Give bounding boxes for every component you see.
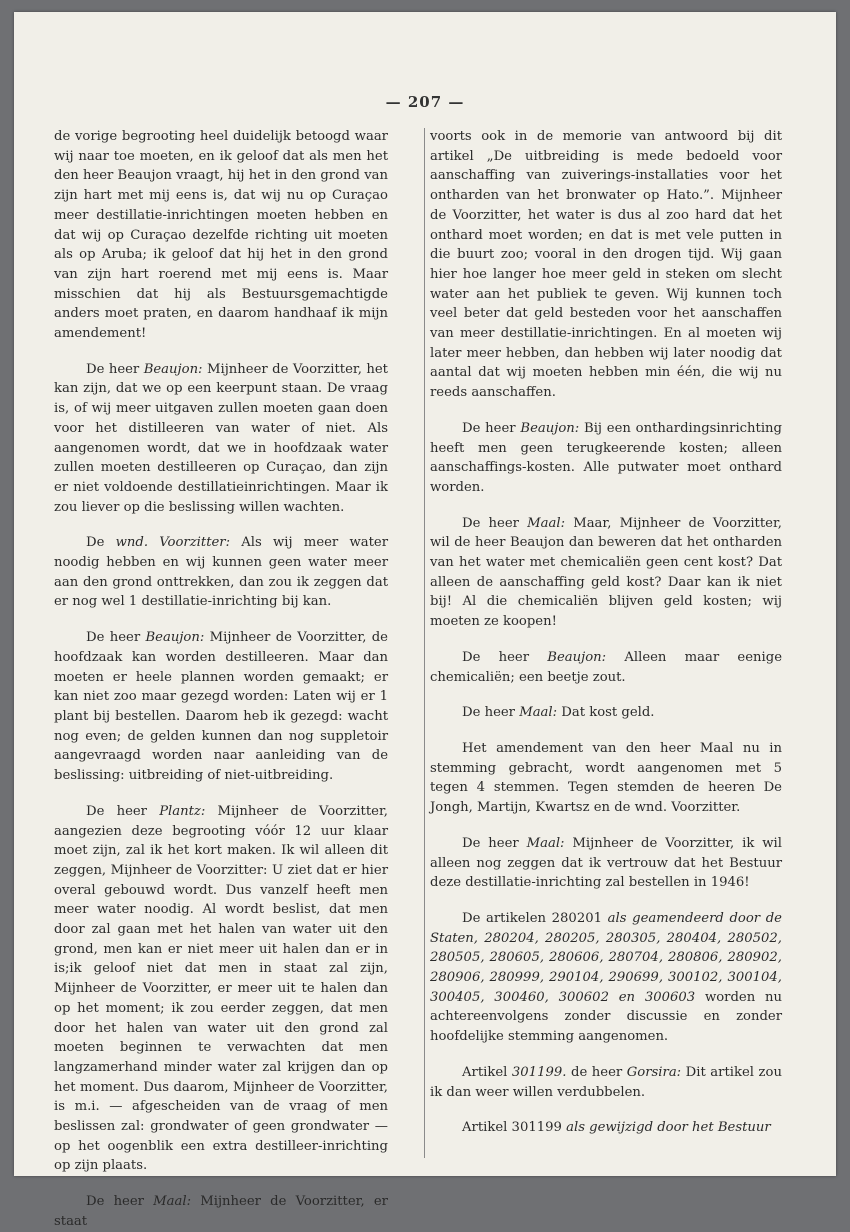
speech-text: Dit artikel zou ik dan weer willen verdubbelen. [430,1064,782,1100]
speaker-name: Maal: [519,705,558,721]
speaker-name: Maal: [526,835,565,851]
speech-text: Mijnheer de Voorzitter, de hoofdzaak kan worden destilleeren. Maar dan moeten er heele plannen worden gemaakt; er kan niet zoo maar gezegd worden: Laten wij er 1 plant bij bestellen. Daarom heb ik gezegd: wacht nog even; de gelden kunnen dan nog suppletoir aangevraagd worden naar aanleiding van de beslissing: uitbreiding of niet-uitbreiding. [54,630,388,784]
speaker-name: Beaujon: [520,420,580,436]
speech-text: Mijnheer de Voorzitter, ik wil alleen nog zeggen dat ik vertrouw dat het Bestuur deze destillatie-inrichting zal bestellen in 1946! [430,835,782,891]
column-divider [424,128,425,1158]
paragraph [430,909,782,1047]
speaker-prefix: De heer [86,803,147,819]
paragraph [54,628,388,786]
speaker-prefix: De heer [462,705,515,721]
paragraph [54,360,388,518]
speaker-prefix: De heer [462,835,519,851]
speaker-prefix: De heer [86,1194,144,1210]
speaker-prefix: De heer [462,515,519,531]
speaker-name: Plantz: [159,803,206,819]
speaker-prefix: De heer [86,361,140,377]
right-column [430,127,782,1138]
speech-text: Alleen maar eenige chemicaliën; een beetje zout. [430,649,782,685]
article-prefix: Artikel 301199 [462,1120,562,1136]
speech-text: Dat kost geld. [561,705,655,721]
speaker-prefix: De heer [462,649,530,665]
speaker-prefix: De heer [462,420,516,436]
paragraph [430,648,782,687]
article-number: 301199. [511,1064,567,1080]
speaker-name: Beaujon: [547,649,607,665]
speaker-name: Beaujon: [145,630,205,646]
article-prefix: De artikelen 280201 [462,910,602,926]
speaker-prefix: De [86,535,105,551]
speaker-name: Beaujon: [143,361,203,377]
article-prefix: Artikel [462,1064,508,1080]
page-number: — 207 — [385,93,465,111]
paragraph: Het amendement van den heer Maal nu in stemming gebracht, wordt aangenomen met 5 tegen 4 stemmen. Tegen stemden de heeren De Jongh, Martijn, Kwartsz en de wnd. Voorzitter. [430,740,782,816]
speaker-prefix: De heer [86,630,141,646]
left-column [54,127,388,1232]
speaker-name: Maal: [153,1194,192,1210]
paragraph: voorts ook in de memorie van antwoord bij dit artikel „De uitbreiding is mede bedoeld voor aanschaffing van zuiverings-installaties voor het ontharden van het bronwater op Hato.”. Mijnheer de Voorzitter, het water is dus al zoo hard dat het onthard moet worden; en dat is met vele putten in die buurt zoo; vooral in den drogen tijd. Wij gaan hier hoe langer hoe meer geld in steken om slecht water aan het publiek te geven. Wij kunnen toch veel beter dat geld besteden voor het aanschaffen van meer destillatie-inrichtingen. En al moeten wij later meer hebben, dan hebben wij later noodig dat aantal dat wij moeten hebben min één, die wij nu reeds aanschaffen. [430,129,782,401]
speaker-prefix: de heer [571,1064,623,1080]
paragraph [430,419,782,498]
paragraph [430,703,782,723]
paragraph [430,1118,782,1138]
article-note: als gewijzigd door het Bestuur [566,1120,771,1136]
speech-text: Als wij meer water noodig hebben en wij kunnen geen water meer aan den grond onttrekken, dan zou ik zeggen dat er nog wel 1 destillatie-inrichting bij kan. [54,535,388,610]
paragraph [430,834,782,893]
article-list: als geamendeerd door de Staten, 280204, 280205, 280305, 280404, 280502, 280505, 280605, 280606, 280704, 280806, 280902, 280906, 280999, 290104, 290699, 300102, 300104, 300405, 300460, 300602 en 300603 [430,910,782,1005]
paragraph [430,1063,782,1102]
speech-text: Bij een onthardingsinrichting heeft men geen terugkeerende kosten; alleen aanschaffings-kosten. Alle putwater moet onthard worden. [430,420,782,495]
speech-text: Mijnheer de Voorzitter, er staat [54,1194,388,1229]
speaker-name: Maal: [527,515,566,531]
paragraph [54,1192,388,1231]
paragraph: de vorige begrooting heel duidelijk betoogd waar wij naar toe moeten, en ik geloof dat als men het den heer Beaujon vraagt, hij het in den grond van zijn hart met mij eens is, dat wij nu op Curaçao meer destillatie-inrichtingen moeten hebben en dat wij op Curaçao dezelfde richting uit moeten als op Aruba; ik geloof dat hij het in den grond van zijn hart roerend met mij eens is. Maar misschien dat hij als Bestuursgemachtigde anders moet praten, en daarom handhaaf ik mijn amendement! [54,129,388,342]
paragraph [54,802,388,1176]
speech-text: Mijnheer de Voorzitter, aangezien deze begrooting vóór 12 uur klaar moet zijn, zal ik het kort maken. Ik wil alleen dit zeggen, Mijnheer de Voorzitter: U ziet dat er hier overal gebouwd wordt. Dus vanzelf heeft men meer water noodig. Al wordt beslist, dat men door zal gaan met het halen van water uit den grond, men kan er niet meer uit halen dan er in is;ik geloof niet dat men in staat zal zijn, Mijnheer de Voorzitter, er meer uit te halen dan op het moment; ik zou eerder zeggen, dat men door het halen van water uit den grond zal moeten beginnen te verwachten dat men langzamerhand minder water zal krijgen dan op het moment. Dus daarom, Mijnheer de Voorzitter, is m.i. — afgescheiden van de vraag of men beslissen zal: grondwater of geen grondwater — op het oogenblik een extra destilleer-inrichting op zijn plaats. [54,803,388,1174]
speaker-name: Gorsira: [626,1064,682,1080]
paragraph [430,514,782,632]
speech-text: Mijnheer de Voorzitter, het kan zijn, dat we op een keerpunt staan. De vraag is, of wij meer uitgaven zullen moeten gaan doen voor het distilleeren van water of niet. Als aangenomen wordt, dat we in hoofdzaak water zullen moeten destilleeren op Curaçao, dan zijn er niet voldoende destillatieinrichtingen. Maar ik zou liever op die beslissing willen wachten. [54,361,388,515]
paragraph [54,533,388,612]
speaker-name: wnd. Voorzitter: [115,535,231,551]
speech-text: Maar, Mijnheer de Voorzitter, wil de heer Beaujon dan beweren dat het ontharden van het water met chemicaliën geen cent kost? Dat alleen de aanschaffing geld kost? Daar kan ik niet bij! Al die chemicaliën blijven geld kosten; wij moeten ze koopen! [430,515,782,630]
speech-text: worden nu achtereenvolgens zonder discussie en zonder hoofdelijke stemming aangenomen. [430,989,782,1045]
